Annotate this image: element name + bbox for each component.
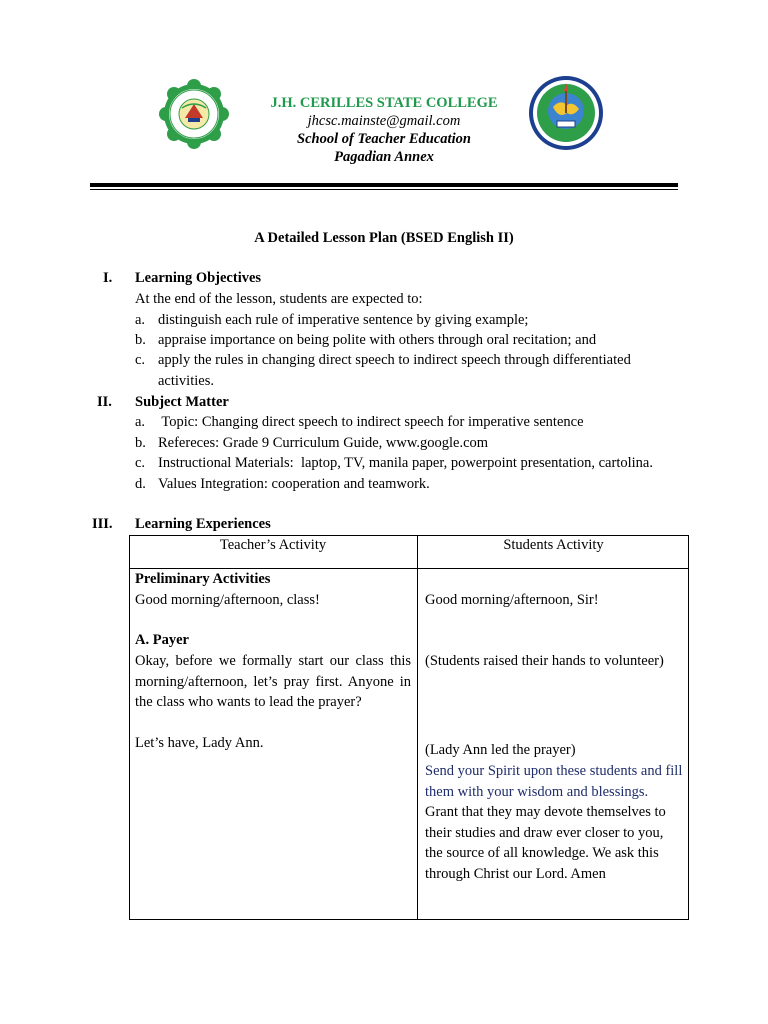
prayer-text-highlight: Send your Spirit upon these students and fill them with your wisdom and blessings.: [425, 763, 683, 800]
section-3-number: III.: [92, 516, 113, 532]
subject-item: Instructional Materials: laptop, TV, manila paper, powerpoint presentation, cartolina.: [158, 455, 653, 471]
subject-letter: d.: [135, 476, 146, 492]
objective-item: distinguish each rule of imperative sentence by giving example;: [158, 312, 529, 328]
objective-item: apply the rules in changing direct speech to indirect speech through differentiated: [158, 352, 631, 368]
students-led-prayer: (Lady Ann led the prayer): [425, 742, 576, 758]
subject-item: Refereces: Grade 9 Curriculum Guide, www.google.com: [158, 435, 489, 451]
objective-letter: b.: [135, 332, 146, 348]
prayer-heading: A. Payer: [135, 632, 189, 648]
teacher-prayer-instruction: Okay, before we formally start our class this morning/afternoon, let’s pray first. Anyone in the class who wants to lead the prayer?: [135, 653, 411, 710]
teacher-activity-header: Teacher’s Activity: [219, 537, 327, 553]
document-title: A Detailed Lesson Plan (BSED English II): [254, 230, 514, 246]
table-column-divider: [417, 535, 418, 920]
section-2-number: II.: [97, 394, 112, 410]
section-1-number: I.: [103, 270, 113, 286]
prayer-text: Grant that they may devote themselves to their studies and draw ever closer to you, the source of all knowledge. We ask this through Christ our Lord. Amen: [425, 804, 666, 882]
teacher-greeting: Good morning/afternoon, class!: [135, 592, 320, 608]
college-seal-logo: [158, 78, 230, 150]
subject-letter: c.: [135, 455, 146, 471]
section-2-title: Subject Matter: [135, 394, 229, 410]
campus-name: Pagadian Annex: [334, 149, 434, 165]
subject-letter: a.: [135, 414, 146, 430]
objective-item: appraise importance on being polite with others through oral recitation; and: [158, 332, 597, 348]
header-divider-thick: [90, 183, 678, 187]
objective-letter: c.: [135, 352, 146, 368]
header-divider-thin: [90, 189, 678, 190]
objective-item-continued: activities.: [158, 373, 214, 389]
preliminary-activities-heading: Preliminary Activities: [135, 571, 271, 587]
students-greeting: Good morning/afternoon, Sir!: [425, 592, 599, 608]
students-activity-header: Students Activity: [503, 537, 604, 553]
college-email: jhcsc.mainste@gmail.com: [307, 113, 461, 129]
teacher-education-seal-logo: [527, 73, 605, 155]
subject-item: Topic: Changing direct speech to indirect speech for imperative sentence: [158, 414, 584, 430]
school-name: School of Teacher Education: [297, 131, 471, 147]
subject-letter: b.: [135, 435, 146, 451]
section-3-title: Learning Experiences: [135, 516, 271, 532]
students-volunteer: (Students raised their hands to volunteer): [425, 653, 664, 669]
college-name: J.H. CERILLES STATE COLLEGE: [270, 95, 498, 111]
teacher-select-leader: Let’s have, Lady Ann.: [135, 735, 264, 751]
objectives-intro: At the end of the lesson, students are expected to:: [135, 291, 423, 307]
objective-letter: a.: [135, 312, 146, 328]
section-1-title: Learning Objectives: [135, 270, 262, 286]
subject-item: Values Integration: cooperation and teamwork.: [158, 476, 430, 492]
